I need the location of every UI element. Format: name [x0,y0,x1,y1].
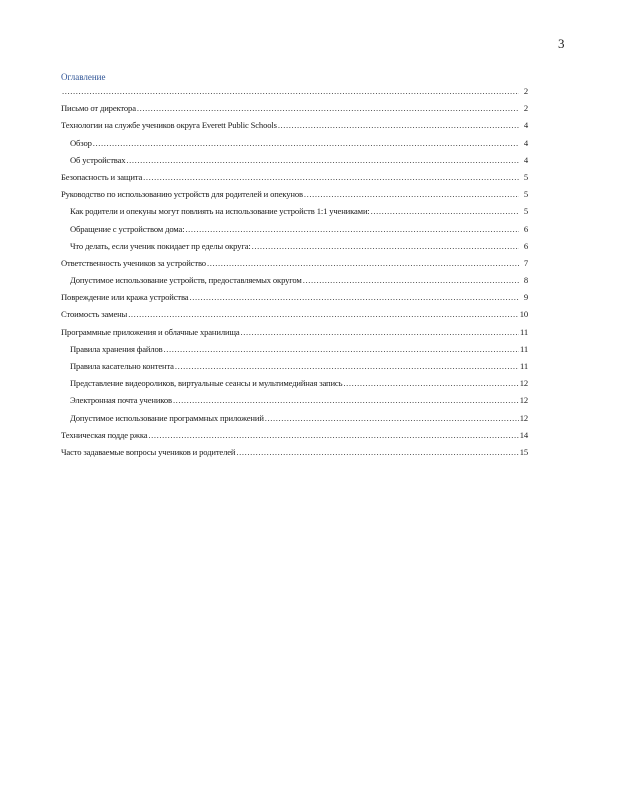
toc-entry[interactable] [61,309,528,326]
toc-entry-page: 4 [523,120,528,131]
dot-leader [164,344,519,354]
toc-entry-page: 12 [519,378,528,389]
toc-entry-label: Письмо от директора [61,103,136,114]
table-of-contents [61,86,528,464]
toc-entry[interactable] [61,86,528,103]
dot-leader [185,224,519,234]
dot-leader [93,138,519,148]
toc-entry-page: 10 [519,309,528,320]
toc-entry-label: Правила касательно контента [70,361,174,371]
toc-title: Оглавление [61,72,106,82]
toc-entry-page: 2 [523,103,528,114]
toc-entry-label: Представление видеороликов, виртуальные сеансы и мультимедийная запись [70,378,343,389]
dot-leader [126,155,519,165]
page-number: 3 [558,36,565,51]
dot-leader [128,309,519,319]
dot-leader [137,103,519,113]
toc-entry[interactable] [61,395,528,412]
toc-entry[interactable] [61,275,528,292]
dot-leader [143,172,519,182]
toc-entry-page: 7 [523,257,528,268]
toc-entry[interactable] [61,172,528,189]
toc-entry[interactable] [61,292,528,309]
toc-entry-page: 15 [519,446,528,457]
toc-entry-label: Правила хранения файлов [70,343,163,354]
toc-entry-label: Ответственность учеников за устройство [61,257,206,268]
toc-entry-label: Допустимое использование устройств, предоставляемых округом [70,275,302,286]
dot-leader [148,430,518,440]
toc-entry[interactable] [61,327,528,344]
toc-entry-page: 5 [523,189,528,200]
toc-entry-label: Часто задаваемые вопросы учеников и родителей [61,446,236,457]
dot-leader [304,189,519,199]
dot-leader [278,120,519,130]
dot-leader [236,447,518,457]
toc-entry-page: 6 [523,223,528,234]
toc-entry-label: Повреждение или кража устройства [61,292,189,303]
toc-entry[interactable] [61,430,528,447]
dot-leader [175,361,519,371]
toc-entry-page: 5 [523,171,528,182]
toc-entry-page: 11 [520,326,528,337]
toc-entry-page: 12 [519,395,528,406]
dot-leader [265,413,519,423]
dot-leader [241,327,519,337]
toc-entry-page: 2 [523,86,528,96]
dot-leader [173,395,519,405]
dot-leader [303,275,519,285]
dot-leader [189,292,519,302]
toc-entry[interactable] [61,241,528,258]
toc-entry-label: Что делать, если ученик покидает пр еделы округа: [70,240,251,251]
toc-entry-label: Обзор [70,137,92,148]
toc-entry-label: Обращение с устройством дома: [70,223,185,234]
toc-entry-label: Программные приложения и облачные хранилища [61,326,240,337]
toc-entry-page: 14 [519,429,528,440]
toc-entry-label: Стоимость замены [61,309,128,320]
dot-leader [207,258,519,268]
toc-entry-label: Техническая подде ржка [61,429,148,440]
toc-entry-page: 5 [523,206,528,217]
toc-entry[interactable] [61,378,528,395]
toc-entry-label: Об устройствах [70,154,126,165]
toc-entry[interactable] [61,361,528,378]
toc-entry-label: Технологии на службе учеников округа Everett Public Schools [61,120,277,131]
toc-entry-label: Электронная почта учеников [70,395,172,406]
toc-entry-page: 4 [523,137,528,148]
toc-entry[interactable] [61,189,528,206]
toc-entry-page: 8 [523,275,528,286]
toc-entry[interactable] [61,138,528,155]
dot-leader [62,86,519,96]
toc-entry[interactable] [61,258,528,275]
dot-leader [371,206,519,216]
toc-entry[interactable] [61,447,528,464]
toc-entry[interactable] [61,155,528,172]
toc-entry-page: 11 [520,343,528,354]
toc-entry-page: 6 [523,240,528,251]
toc-entry[interactable] [61,206,528,223]
toc-entry-page: 11 [520,361,528,371]
toc-entry-label: Руководство по использованию устройств для родителей и опекунов [61,189,303,200]
toc-entry[interactable] [61,224,528,241]
toc-entry[interactable] [61,413,528,430]
dot-leader [343,378,518,388]
toc-entry-label: Безопасность и защита [61,171,143,182]
toc-entry-label: Допустимое использование программных приложений [70,412,264,423]
toc-entry[interactable] [61,120,528,137]
toc-entry-page: 9 [523,292,528,303]
dot-leader [252,241,519,251]
toc-entry[interactable] [61,103,528,120]
toc-entry-page: 12 [519,412,528,423]
toc-entry-label: Как родители и опекуны могут повлиять на использование устройств 1:1 учениками: [70,206,370,217]
toc-entry-page: 4 [523,154,528,165]
toc-entry[interactable] [61,344,528,361]
